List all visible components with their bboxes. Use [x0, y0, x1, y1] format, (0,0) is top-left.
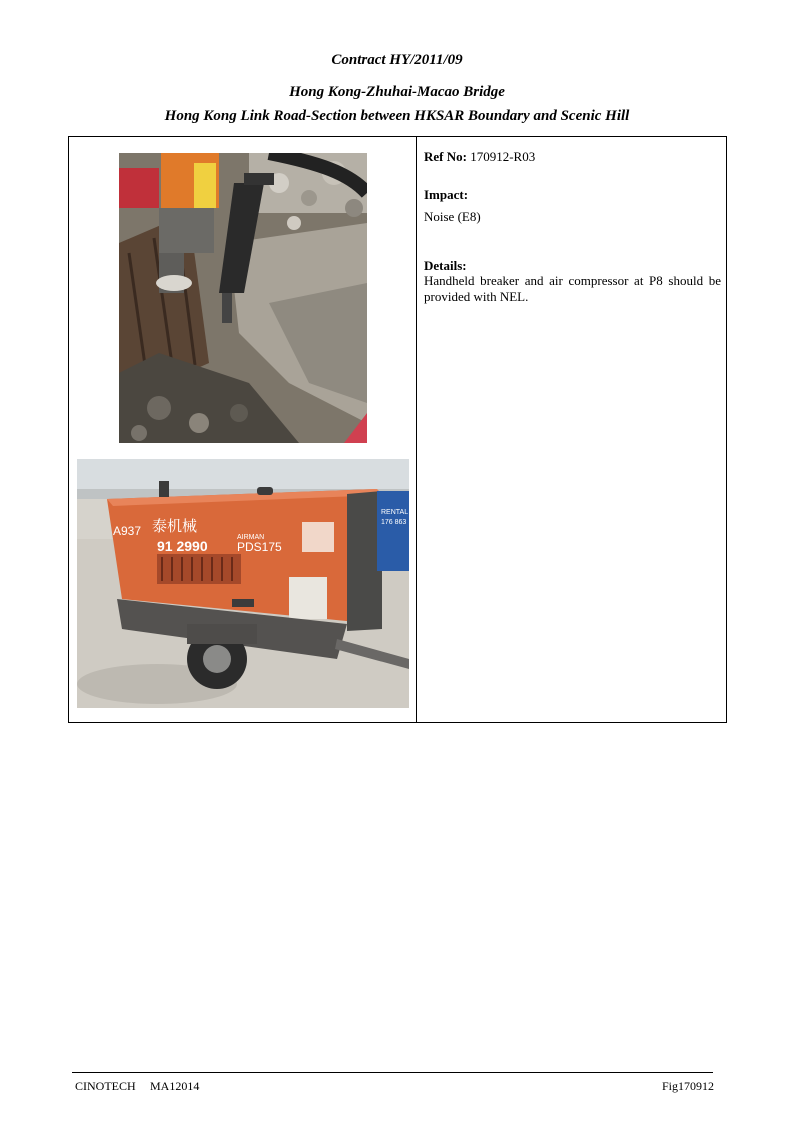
- footer-rule: [72, 1072, 713, 1073]
- compressor-chinese-text: 泰机械: [152, 517, 198, 535]
- compressor-id-text: A937: [113, 524, 142, 538]
- compressor-model-text: PDS175: [237, 540, 282, 554]
- footer-figure-number: Fig170912: [661, 1079, 714, 1093]
- section-title: Hong Kong Link Road-Section between HKSAR Boundary and Scenic Hill: [164, 108, 630, 124]
- compressor-brand-text: AIRMAN: [237, 534, 265, 541]
- breaker-photo-illustration: [119, 153, 367, 443]
- footer-ref: MA12014: [150, 1079, 200, 1093]
- breaker-photo: [119, 153, 367, 443]
- compressor-photo: [77, 459, 409, 708]
- ref-number-row: [424, 149, 721, 165]
- rental-number-text: 176 863: [381, 519, 407, 526]
- contract-title: Contract HY/2011/09: [331, 52, 463, 68]
- project-title: Hong Kong-Zhuhai-Macao Bridge: [289, 84, 505, 100]
- column-divider: [416, 137, 417, 722]
- ref-value: 170912-R03: [470, 149, 536, 164]
- details-label: Details:: [424, 258, 467, 273]
- ref-label: Ref No:: [424, 149, 467, 164]
- observation-table: [68, 136, 727, 723]
- rental-sign-text: RENTAL: [381, 509, 409, 516]
- compressor-photo-illustration: [77, 459, 409, 708]
- impact-label: Impact:: [424, 187, 469, 202]
- footer-company: CINOTECH: [75, 1079, 136, 1093]
- impact-value: Noise (E8): [424, 209, 481, 224]
- details-text: Handheld breaker and air compressor at P8 should be provided with NEL.: [424, 273, 721, 304]
- compressor-phone-text: 91 2990: [157, 538, 208, 554]
